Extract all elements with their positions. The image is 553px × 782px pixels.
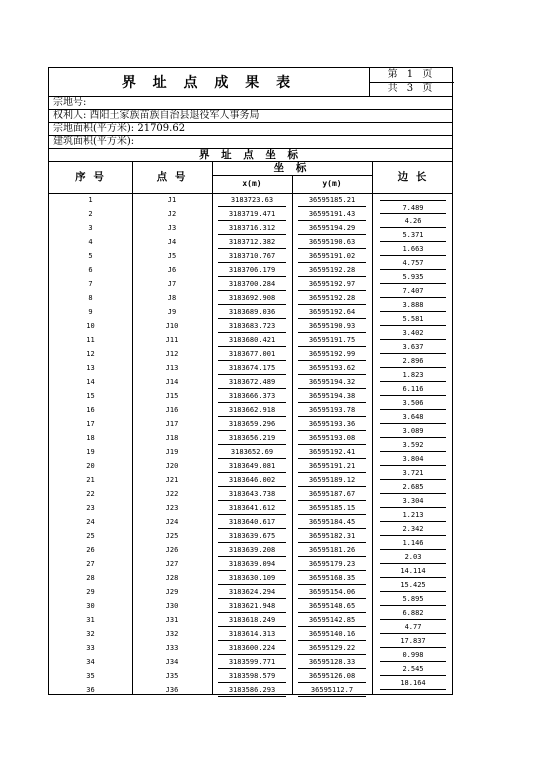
edge-length: 18.164 [380,676,446,690]
row-point: J27 [165,560,179,568]
row-y: 36595182.31 [298,529,366,543]
owner: 权利人: 酉阳土家族苗族自治县退役军人事务局 [53,110,260,121]
edge-length: 2.685 [380,480,446,494]
edge-length: 7.489 [380,200,446,214]
row-y: 36595190.63 [298,235,366,249]
row-x: 3183600.224 [218,641,286,655]
edge-length: 3.402 [380,326,446,340]
row-point: J11 [165,336,179,344]
row-seq: 5 [88,252,93,260]
row-y: 36595185.15 [298,501,366,515]
row-x: 3183680.421 [218,333,286,347]
row-point: J16 [165,406,179,414]
row-point: J6 [167,266,177,274]
row-seq: 21 [86,476,95,484]
row-seq: 16 [86,406,95,414]
row-x: 3183677.001 [218,347,286,361]
edge-length: 15.425 [380,578,446,592]
col-x-header: x(m) [242,179,262,188]
row-seq: 8 [88,294,93,302]
row-y: 36595194.29 [298,221,366,235]
row-x: 3183646.002 [218,473,286,487]
edge-length: 5.935 [380,270,446,284]
edge-length: 3.304 [380,494,446,508]
section-title: 界 址 点 坐 标 [198,149,303,161]
row-seq: 2 [88,210,93,218]
row-x: 3183706.179 [218,263,286,277]
row-y: 36595184.45 [298,515,366,529]
row-x: 3183674.175 [218,361,286,375]
col-point-header: 点 号 [156,171,188,183]
row-y: 36595140.16 [298,627,366,641]
row-point: J26 [165,546,179,554]
row-y: 36595193.36 [298,417,366,431]
row-seq: 34 [86,658,95,666]
row-point: J28 [165,574,179,582]
col-length-header: 边 长 [397,171,429,183]
row-y: 36595142.85 [298,613,366,627]
row-seq: 31 [86,616,95,624]
row-point: J8 [167,294,177,302]
building-area: 建筑面积(平方米): [53,136,135,147]
row-point: J3 [167,224,177,232]
row-seq: 36 [86,686,95,694]
row-y: 36595185.21 [298,193,366,207]
row-y: 36595191.02 [298,249,366,263]
row-x: 3183656.219 [218,431,286,445]
row-seq: 18 [86,434,95,442]
row-x: 3183639.675 [218,529,286,543]
row-point: J5 [167,252,177,260]
row-y: 36595128.33 [298,655,366,669]
row-point: J33 [165,644,179,652]
row-y: 36595129.22 [298,641,366,655]
row-point: J7 [167,280,177,288]
edge-length: 2.545 [380,662,446,676]
row-seq: 23 [86,504,95,512]
edge-length: 3.592 [380,438,446,452]
edge-length: 2.896 [380,354,446,368]
edge-length: 5.581 [380,312,446,326]
row-seq: 32 [86,630,95,638]
row-point: J1 [167,196,177,204]
row-point: J9 [167,308,177,316]
edge-length: 4.77 [380,620,446,634]
row-y: 36595192.28 [298,263,366,277]
row-seq: 7 [88,280,93,288]
row-x: 3183649.081 [218,459,286,473]
edge-length: 3.089 [380,424,446,438]
row-seq: 3 [88,224,93,232]
edge-length: 1.823 [380,368,446,382]
row-seq: 9 [88,308,93,316]
edge-length: 3.506 [380,396,446,410]
row-seq: 20 [86,462,95,470]
row-x: 3183630.109 [218,571,286,585]
row-y: 36595192.97 [298,277,366,291]
row-y: 36595187.67 [298,487,366,501]
row-x: 3183643.738 [218,487,286,501]
col-coord-header: 坐 标 [273,162,311,174]
row-point: J24 [165,518,179,526]
edge-length: 6.882 [380,606,446,620]
edge-length: 5.895 [380,592,446,606]
row-seq: 29 [86,588,95,596]
row-x: 3183700.284 [218,277,286,291]
row-x: 3183723.63 [218,193,286,207]
row-point: J2 [167,210,177,218]
row-y: 36595179.23 [298,557,366,571]
row-seq: 15 [86,392,95,400]
edge-length: 1.146 [380,536,446,550]
page-total: 共 3 页 [387,83,436,94]
row-y: 36595192.41 [298,445,366,459]
row-x: 3183689.036 [218,305,286,319]
row-point: J14 [165,378,179,386]
row-point: J29 [165,588,179,596]
edge-length: 14.114 [380,564,446,578]
row-seq: 33 [86,644,95,652]
row-x: 3183639.094 [218,557,286,571]
edge-length: 7.407 [380,284,446,298]
row-seq: 27 [86,560,95,568]
row-point: J23 [165,504,179,512]
row-x: 3183662.918 [218,403,286,417]
edge-length: 1.663 [380,242,446,256]
row-seq: 24 [86,518,95,526]
row-x: 3183641.612 [218,501,286,515]
row-point: J18 [165,434,179,442]
row-y: 36595126.08 [298,669,366,683]
row-seq: 4 [88,238,93,246]
row-y: 36595191.21 [298,459,366,473]
row-y: 36595194.32 [298,375,366,389]
row-x: 3183639.208 [218,543,286,557]
col-y-header: y(m) [322,179,342,188]
table-title: 界 址 点 成 果 表 [121,75,297,91]
row-x: 3183719.471 [218,207,286,221]
row-y: 36595191.43 [298,207,366,221]
row-point: J25 [165,532,179,540]
edge-length: 3.888 [380,298,446,312]
row-y: 36595192.28 [298,291,366,305]
edge-length: 3.721 [380,466,446,480]
row-x: 3183598.579 [218,669,286,683]
row-point: J22 [165,490,179,498]
row-point: J21 [165,476,179,484]
row-seq: 10 [86,322,95,330]
row-seq: 1 [88,196,93,204]
row-seq: 11 [86,336,95,344]
row-x: 3183659.296 [218,417,286,431]
row-point: J20 [165,462,179,470]
row-point: J10 [165,322,179,330]
edge-length: 4.757 [380,256,446,270]
row-y: 36595191.75 [298,333,366,347]
row-seq: 22 [86,490,95,498]
row-y: 36595192.99 [298,347,366,361]
row-point: J19 [165,448,179,456]
row-point: J36 [165,686,179,694]
row-seq: 12 [86,350,95,358]
edge-length: 1.213 [380,508,446,522]
row-y: 36595190.93 [298,319,366,333]
row-seq: 14 [86,378,95,386]
row-x: 3183640.617 [218,515,286,529]
page-number: 第 1 页 [387,69,436,80]
row-x: 3183716.312 [218,221,286,235]
row-y: 36595112.7 [298,683,366,697]
row-x: 3183618.249 [218,613,286,627]
row-seq: 17 [86,420,95,428]
row-x: 3183712.382 [218,235,286,249]
parcel-area: 宗地面积(平方米): 21709.62 [53,123,186,134]
edge-length: 6.116 [380,382,446,396]
row-y: 36595193.08 [298,431,366,445]
row-point: J13 [165,364,179,372]
row-point: J35 [165,672,179,680]
row-x: 3183683.723 [218,319,286,333]
row-y: 36595193.78 [298,403,366,417]
row-x: 3183666.373 [218,389,286,403]
row-seq: 25 [86,532,95,540]
result-table-sheet [48,67,453,695]
row-point: J17 [165,420,179,428]
edge-length: 2.03 [380,550,446,564]
row-y: 36595154.06 [298,585,366,599]
row-x: 3183710.767 [218,249,286,263]
row-seq: 28 [86,574,95,582]
edge-length: 3.648 [380,410,446,424]
row-x: 3183672.489 [218,375,286,389]
row-point: J15 [165,392,179,400]
row-x: 3183614.313 [218,627,286,641]
row-point: J34 [165,658,179,666]
row-y: 36595189.12 [298,473,366,487]
edge-length: 0.998 [380,648,446,662]
row-y: 36595192.64 [298,305,366,319]
edge-length: 17.837 [380,634,446,648]
row-point: J12 [165,350,179,358]
row-x: 3183692.908 [218,291,286,305]
edge-length: 3.804 [380,452,446,466]
row-y: 36595181.26 [298,543,366,557]
row-y: 36595193.62 [298,361,366,375]
row-x: 3183599.771 [218,655,286,669]
edge-length: 4.26 [380,214,446,228]
row-point: J30 [165,602,179,610]
row-seq: 19 [86,448,95,456]
row-y: 36595168.35 [298,571,366,585]
row-x: 3183652.69 [218,445,286,459]
row-seq: 13 [86,364,95,372]
edge-length: 5.371 [380,228,446,242]
row-x: 3183621.948 [218,599,286,613]
edge-length: 3.637 [380,340,446,354]
row-x: 3183586.293 [218,683,286,697]
row-y: 36595194.38 [298,389,366,403]
row-x: 3183624.294 [218,585,286,599]
row-seq: 26 [86,546,95,554]
col-seq-header: 序 号 [75,171,106,183]
edge-length: 2.342 [380,522,446,536]
row-seq: 35 [86,672,95,680]
row-seq: 30 [86,602,95,610]
row-point: J32 [165,630,179,638]
coordinate-table-body [49,193,452,694]
row-point: J4 [167,238,177,246]
row-point: J31 [165,616,179,624]
parcel-number: 宗地号: [53,97,87,108]
row-y: 36595148.65 [298,599,366,613]
row-seq: 6 [88,266,93,274]
